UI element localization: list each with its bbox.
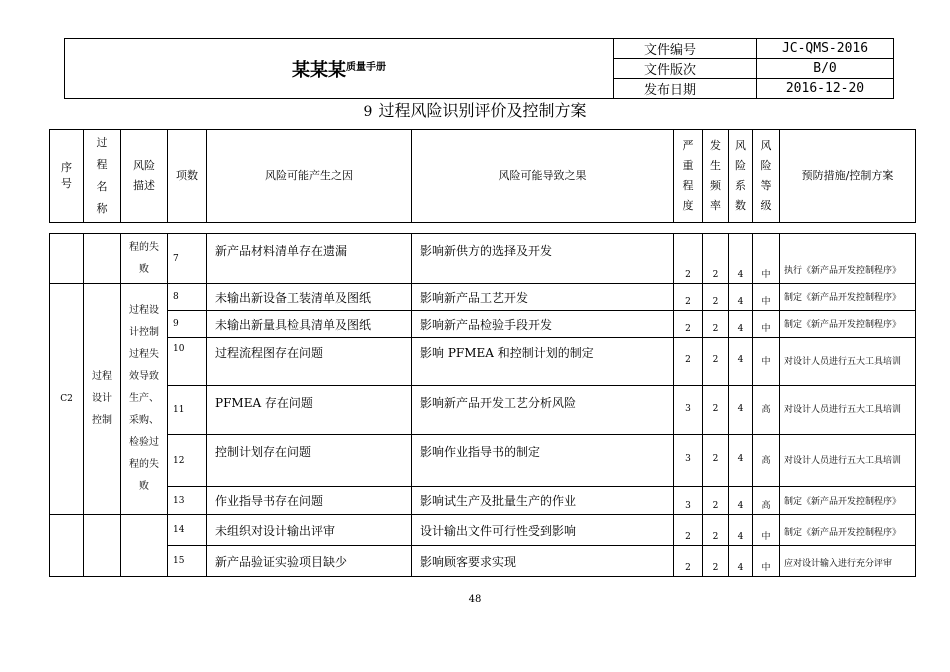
risk-coef-value: 4 (729, 234, 753, 284)
column-header-table (49, 129, 916, 223)
item-no: 7 (168, 234, 207, 284)
item-no: 9 (168, 311, 207, 338)
col-seq: 序号 (50, 130, 84, 223)
release-date-value: 2016-12-20 (757, 79, 894, 99)
frequency-value: 2 (703, 435, 729, 487)
frequency-value: 2 (703, 234, 729, 284)
col-measure: 预防措施/控制方案 (780, 130, 916, 223)
risk-level-value: 中 (753, 515, 780, 546)
item-no: 8 (168, 284, 207, 311)
effect-text: 影响顾客要求实现 (412, 546, 674, 577)
table-row (50, 386, 916, 435)
cause-text: 未输出新设备工装清单及图纸 (207, 284, 412, 311)
table-row (50, 546, 916, 577)
release-date-label: 发布日期 (614, 79, 757, 99)
risk-desc-cell-empty (121, 515, 168, 577)
table-row (50, 234, 916, 284)
risk-coef-value: 4 (729, 386, 753, 435)
frequency-value: 2 (703, 487, 729, 515)
measure-text: 制定《新产品开发控制程序》 (780, 515, 916, 546)
cause-text: PFMEA 存在问题 (207, 386, 412, 435)
frequency-value: 2 (703, 386, 729, 435)
measure-text: 制定《新产品开发控制程序》 (780, 487, 916, 515)
doc-number-label: 文件编号 (614, 39, 757, 59)
frequency-value: 2 (703, 515, 729, 546)
cause-text: 新产品验证实验项目缺少 (207, 546, 412, 577)
page-number: 48 (468, 594, 482, 605)
document-header (64, 38, 894, 99)
effect-text: 影响新供方的选择及开发 (412, 234, 674, 284)
doc-number-value: JC-QMS-2016 (757, 39, 894, 59)
measure-text: 对设计人员进行五大工具培训 (780, 435, 916, 487)
doc-version-value: B/0 (757, 59, 894, 79)
measure-text: 制定《新产品开发控制程序》 (780, 284, 916, 311)
risk-coef-value: 4 (729, 284, 753, 311)
item-no: 15 (168, 546, 207, 577)
seq-cell-empty (50, 515, 84, 577)
frequency-value: 2 (703, 311, 729, 338)
severity-value: 2 (674, 546, 703, 577)
cause-text: 控制计划存在问题 (207, 435, 412, 487)
frequency-value: 2 (703, 284, 729, 311)
measure-text: 对设计人员进行五大工具培训 (780, 338, 916, 386)
prev-risk-desc: 程的失败 (121, 234, 168, 284)
severity-value: 3 (674, 487, 703, 515)
table-row (50, 311, 916, 338)
effect-text: 影响新产品开发工艺分析风险 (412, 386, 674, 435)
cause-text: 作业指导书存在问题 (207, 487, 412, 515)
process-cell-empty (84, 515, 121, 577)
company-name: 某某某 (292, 59, 346, 81)
cause-text: 未组织对设计输出评审 (207, 515, 412, 546)
col-risk-desc: 风险描述 (121, 130, 168, 223)
risk-coef-value: 4 (729, 546, 753, 577)
item-no: 14 (168, 515, 207, 546)
risk-level-value: 中 (753, 234, 780, 284)
risk-coef-value: 4 (729, 311, 753, 338)
effect-text: 影响 PFMEA 和控制计划的制定 (412, 338, 674, 386)
severity-value: 2 (674, 234, 703, 284)
company-name-cell (65, 39, 614, 99)
risk-table (49, 233, 916, 577)
frequency-value: 2 (703, 338, 729, 386)
doc-version-label: 文件版次 (614, 59, 757, 79)
effect-text: 影响新产品检验手段开发 (412, 311, 674, 338)
measure-text: 应对设计输入进行充分评审 (780, 546, 916, 577)
risk-level-value: 中 (753, 546, 780, 577)
seq-cell-empty (50, 234, 84, 284)
effect-text: 设计输出文件可行性受到影响 (412, 515, 674, 546)
effect-text: 影响新产品工艺开发 (412, 284, 674, 311)
col-severity: 严重程度 (674, 130, 703, 223)
item-no: 11 (168, 386, 207, 435)
manual-name: 质量手册 (346, 61, 386, 73)
col-risk-coef: 风险系数 (729, 130, 753, 223)
risk-level-value: 高 (753, 487, 780, 515)
table-row (50, 284, 916, 311)
process-cell-empty (84, 234, 121, 284)
table-row (50, 487, 916, 515)
col-process: 过程名称 (84, 130, 121, 223)
cause-text: 过程流程图存在问题 (207, 338, 412, 386)
severity-value: 2 (674, 515, 703, 546)
risk-level-value: 中 (753, 338, 780, 386)
col-effect: 风险可能导致之果 (412, 130, 674, 223)
title-text: 过程风险识别评价及控制方案 (378, 101, 587, 120)
risk-level-value: 高 (753, 386, 780, 435)
effect-text: 影响作业指导书的制定 (412, 435, 674, 487)
title-number: 9 (363, 104, 373, 120)
severity-value: 2 (674, 284, 703, 311)
col-cause: 风险可能产生之因 (207, 130, 412, 223)
severity-value: 2 (674, 311, 703, 338)
frequency-value: 2 (703, 546, 729, 577)
severity-value: 2 (674, 338, 703, 386)
measure-text: 制定《新产品开发控制程序》 (780, 311, 916, 338)
risk-level-value: 中 (753, 311, 780, 338)
measure-text: 执行《新产品开发控制程序》 (780, 234, 916, 284)
risk-coef-value: 4 (729, 515, 753, 546)
severity-value: 3 (674, 435, 703, 487)
table-row (50, 515, 916, 546)
col-risk-level: 风险等级 (753, 130, 780, 223)
risk-coef-value: 4 (729, 487, 753, 515)
risk-coef-value: 4 (729, 338, 753, 386)
col-frequency: 发生频率 (703, 130, 729, 223)
risk-coef-value: 4 (729, 435, 753, 487)
severity-value: 3 (674, 386, 703, 435)
page-title (0, 98, 950, 121)
col-item-no: 项数 (168, 130, 207, 223)
item-no: 10 (168, 338, 207, 386)
item-no: 13 (168, 487, 207, 515)
section-risk-desc: 过程设计控制过程失效导致生产、采购、检验过程的失败 (121, 284, 168, 515)
section-process: 过程设计控制 (84, 284, 121, 515)
section-seq: C2 (50, 284, 84, 515)
cause-text: 未输出新量具检具清单及图纸 (207, 311, 412, 338)
risk-level-value: 高 (753, 435, 780, 487)
item-no: 12 (168, 435, 207, 487)
risk-level-value: 中 (753, 284, 780, 311)
table-row (50, 435, 916, 487)
measure-text: 对设计人员进行五大工具培训 (780, 386, 916, 435)
table-row (50, 338, 916, 386)
effect-text: 影响试生产及批量生产的作业 (412, 487, 674, 515)
cause-text: 新产品材料清单存在遗漏 (207, 234, 412, 284)
